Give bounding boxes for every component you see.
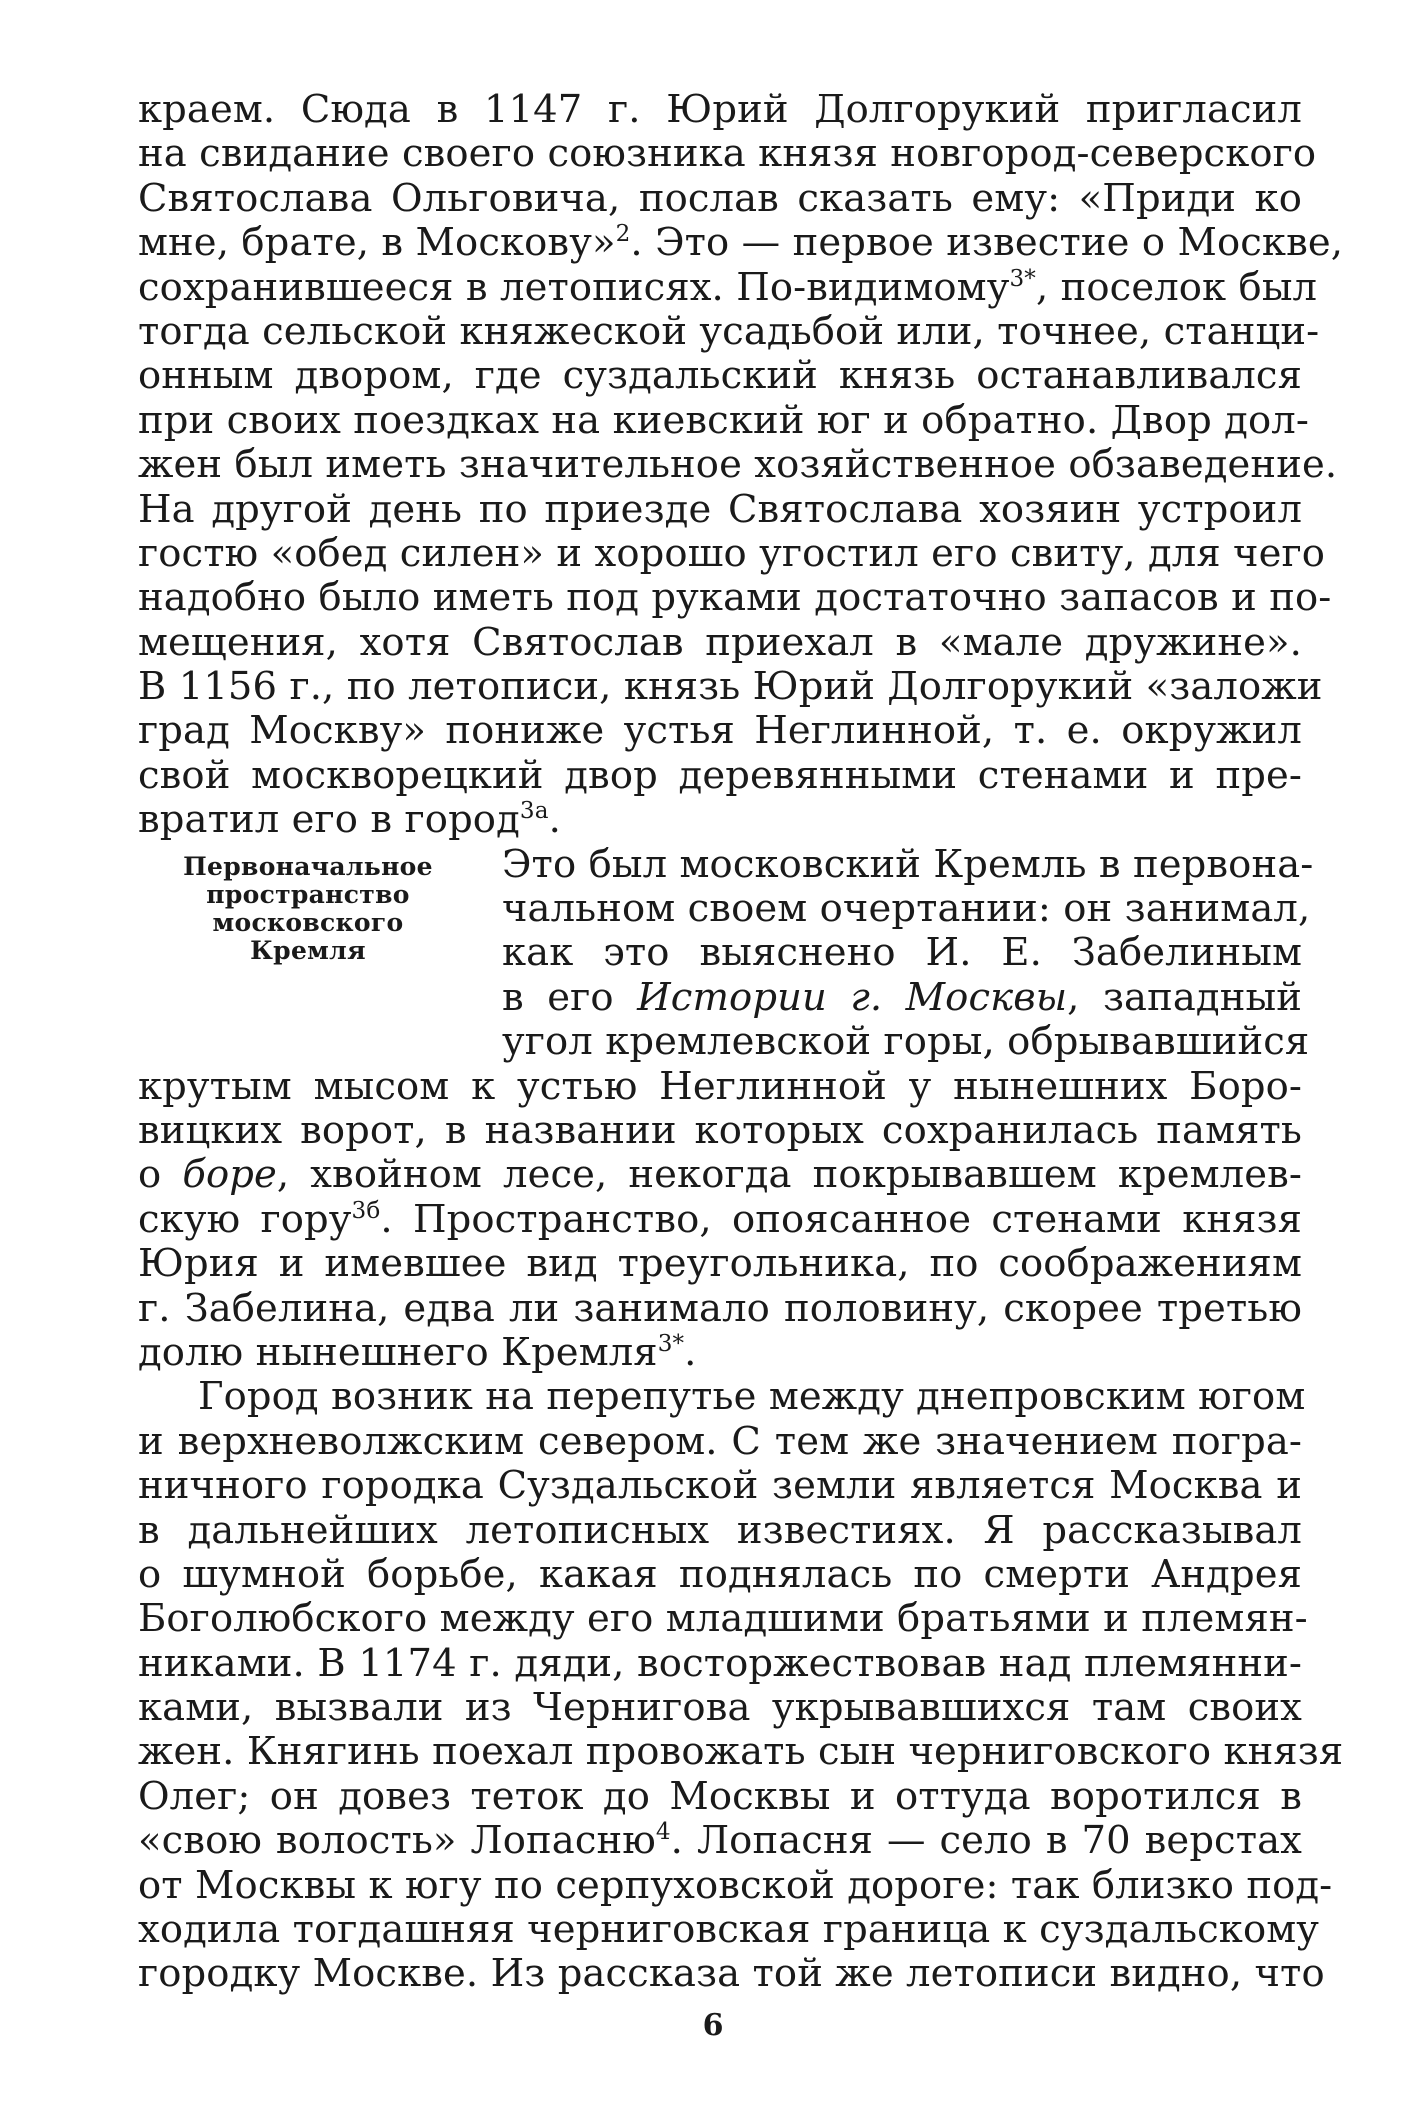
margin-heading [138,853,478,965]
line-text: долю нынешнего Кремля [138,1329,658,1375]
line-text-after: . Это — первое известие о Москве, [630,220,1344,266]
line-text: «свою волость» Лопасню [138,1818,656,1864]
text-line [138,798,1302,842]
text-line [138,220,1344,266]
line-text: град Москву» пониже устья Неглинной, т. е. окружил [138,708,1302,754]
line-text-after: . [548,797,561,843]
text-line [138,1862,1333,1908]
line-text: вицких ворот, в названии которых сохранилась память [138,1107,1302,1153]
italic-text: боре [182,1152,277,1198]
line-text: сохранившееся в летописях. По-видимому [138,264,1010,310]
paragraph-1 [138,87,1344,843]
text-line [138,264,1318,310]
text-line [138,530,1326,576]
line-text: В 1156 г., по летописи, князь Юрий Долгорукий «заложи [138,664,1323,710]
text-line [138,1198,1302,1242]
page-number: 6 [702,2008,724,2043]
line-text: На другой день по приезде Святослава хозяин устроил [138,486,1302,532]
text-line [138,1464,1302,1508]
line-text: при своих поездках на киевский юг и обратно. Двор дол- [138,397,1309,443]
text-line [502,976,1302,1020]
text-line [138,177,1302,221]
line-text: на свидание своего союзника князя новгород-северского [138,131,1317,177]
text-line [138,1109,1302,1153]
footnote-marker: 3а [519,798,549,825]
footnote-marker: 3* [1009,265,1036,292]
text-line [138,1642,1302,1686]
paragraph-2-continued [138,1065,1302,1376]
margin-heading-line: пространство [206,879,410,909]
line-text: ками, вызвали из Чернигова укрывавшихся там своих [138,1685,1302,1731]
text-line [502,841,1314,887]
line-text: надобно было иметь под руками достаточно запасов и по- [138,575,1332,621]
text-line [138,1775,1302,1819]
paragraph-2-with-sidenote [138,841,1314,1065]
text-line [138,621,1302,665]
line-text: крутым мысом к устью Неглинной у нынешних Боро- [138,1063,1302,1109]
text-line [138,1374,1306,1420]
text-line [138,1907,1320,1953]
line-text-after: . Лопасня — село в 70 верстах [670,1818,1302,1864]
text-line [138,1065,1302,1109]
line-text: о [138,1152,183,1198]
line-text: вратил его в город [138,797,520,843]
text-line [138,1819,1302,1863]
line-text: от Москвы к югу по серпуховской дороге: так близко под- [138,1862,1333,1908]
line-text: жен. Княгинь поехал провожать сын черниговского князя [138,1729,1344,1775]
line-text-after: , западный [1067,974,1302,1020]
text-line [138,1287,1302,1331]
text-line [138,1729,1344,1775]
text-line [138,1153,1302,1197]
line-text: чальном своем очертании: он занимал, [502,886,1311,932]
line-text: о шумной борьбе, какая поднялась по смерти Андрея [138,1551,1302,1597]
line-text-after: , поселок был [1035,264,1318,310]
line-text: г. Забелина, едва ли занимало половину, скорее третью [138,1285,1302,1331]
text-line [502,1019,1310,1065]
line-text: скую гору [138,1196,352,1242]
line-text-after: , хвойном лесе, некогда покрывавшем кремлев- [276,1152,1302,1198]
italic-text: Истории г. Москвы [637,974,1068,1020]
text-line [138,308,1320,354]
text-column [138,87,1344,1997]
line-text: Боголюбского между его младшими братьями и племян- [138,1596,1308,1642]
margin-heading-line: Первоначальное [183,851,433,881]
text-line [502,886,1311,932]
footnote-marker: 3* [657,1331,685,1358]
text-line [138,1951,1325,1997]
text-line [138,88,1302,132]
text-line [138,442,1338,488]
line-text: ходила тогдашняя черниговская граница к суздальскому [138,1907,1320,1953]
text-line [138,397,1309,443]
text-line [138,131,1317,177]
line-text: угол кремлевской горы, обрывавшийся [502,1019,1310,1065]
line-text: Город возник на перепутье между днепровским югом [198,1374,1306,1420]
margin-heading-line: московского [212,907,404,937]
text-line [138,1242,1302,1286]
text-line [138,1596,1308,1642]
line-text: Юрия и имевшее вид треугольника, по соображениям [138,1241,1302,1287]
text-line [138,1420,1302,1464]
footnote-marker: 4 [655,1819,671,1846]
line-text: тогда сельской княжеской усадьбой или, точнее, станци- [138,308,1320,354]
line-text: ничного городка Суздальской земли является Москва и [138,1463,1302,1509]
line-text: как это выяснено И. Е. Забелиным [502,930,1302,976]
line-text-after: . [684,1329,697,1375]
text-line [138,1331,1302,1375]
line-text: никами. В 1174 г. дяди, восторжествовав над племянни- [138,1640,1302,1686]
text-line [502,931,1302,975]
footnote-marker: 3б [351,1197,381,1224]
text-line [138,354,1302,398]
line-text: краем. Сюда в 1147 г. Юрий Долгорукий пригласил [138,87,1302,132]
text-line [138,488,1302,532]
line-text: Святослава Ольговича, послав сказать ему: «Приди ко [138,175,1302,221]
line-text: гостю «обед силен» и хорошо угостил его свиту, для чего [138,530,1326,576]
text-line [138,575,1332,621]
text-line [138,754,1302,798]
text-line [138,1553,1302,1597]
line-text: мне, брате, в Москову» [138,220,616,266]
text-line [138,709,1302,753]
line-text: в дальнейших летописных известиях. Я рассказывал [138,1507,1302,1553]
line-text: жен был иметь значительное хозяйственное обзаведение. [138,442,1338,488]
line-text: и верхневолжским севером. С тем же значением погра- [138,1418,1302,1464]
margin-heading-line: Кремля [250,935,366,965]
line-text: Олег; он довез теток до Москвы и оттуда воротился в [138,1773,1302,1819]
line-text: онным двором, где суздальский князь останавливался [138,353,1302,399]
text-line [138,1686,1302,1730]
line-text: свой москворецкий двор деревянными стенами и пре- [138,752,1302,798]
paragraph-3 [138,1374,1344,1997]
text-line [138,1509,1302,1553]
text-line [138,664,1323,710]
line-text: в его [502,974,638,1020]
footnote-marker: 2 [615,221,631,248]
line-text: мещения, хотя Святослав приехал в «мале дружине». [138,619,1302,665]
line-text-after: . Пространство, опоясанное стенами князя [380,1196,1302,1242]
line-text: Это был московский Кремль в первона- [502,841,1314,887]
line-text: городку Москве. Из рассказа той же летописи видно, что [138,1951,1325,1997]
